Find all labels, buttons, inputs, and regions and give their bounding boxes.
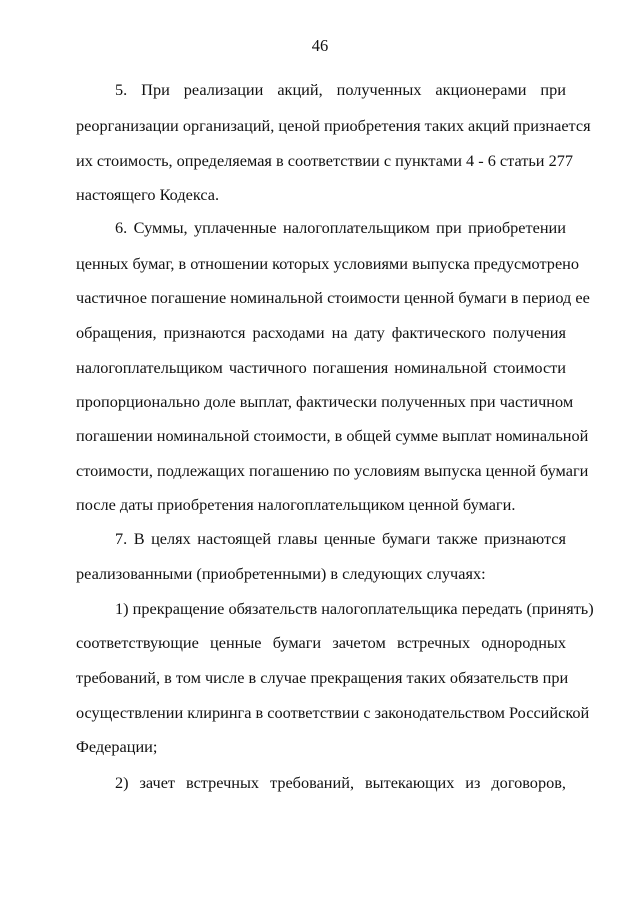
text-line: стоимости, подлежащих погашению по условиям выпуска ценной бумаги (76, 461, 589, 480)
text-line: настоящего Кодекса. (76, 185, 220, 204)
text-line: обращения, признаются расходами на дату фактического получения (76, 323, 566, 342)
page-number: 46 (311, 36, 329, 55)
text-line: их стоимость, определяемая в соответствии с пунктами 4 - 6 статьи 277 (76, 151, 574, 170)
text-line: 1) прекращение обязательств налогоплательщика передать (принять) (115, 599, 594, 618)
text-line: 6. Суммы, уплаченные налогоплательщиком при приобретении (115, 218, 566, 237)
text-line: осуществлении клиринга в соответствии с законодательством Российской (76, 703, 590, 722)
text-line: налогоплательщиком частичного погашения номинальной стоимости (76, 358, 566, 377)
text-line: пропорционально доле выплат, фактически полученных при частичном (76, 392, 574, 411)
text-line: частичное погашение номинальной стоимости ценной бумаги в период ее (76, 288, 590, 307)
text-line: требований, в том числе в случае прекращения таких обязательств при (76, 668, 569, 687)
text-line: реорганизации организаций, ценой приобретения таких акций признается (76, 116, 591, 135)
text-line: ценных бумаг, в отношении которых условиями выпуска предусмотрено (76, 254, 580, 273)
text-line: погашении номинальной стоимости, в общей сумме выплат номинальной (76, 426, 589, 445)
text-line: соответствующие ценные бумаги зачетом встречных однородных (76, 633, 566, 652)
text-line: 7. В целях настоящей главы ценные бумаги также признаются (115, 529, 566, 548)
text-line: реализованными (приобретенными) в следующих случаях: (76, 564, 486, 583)
text-line: 5. При реализации акций, полученных акционерами при (115, 80, 566, 99)
text-line: 2) зачет встречных требований, вытекающих из договоров, (115, 773, 566, 792)
text-line: после даты приобретения налогоплательщиком ценной бумаги. (76, 495, 516, 514)
text-line: Федерации; (76, 737, 158, 756)
